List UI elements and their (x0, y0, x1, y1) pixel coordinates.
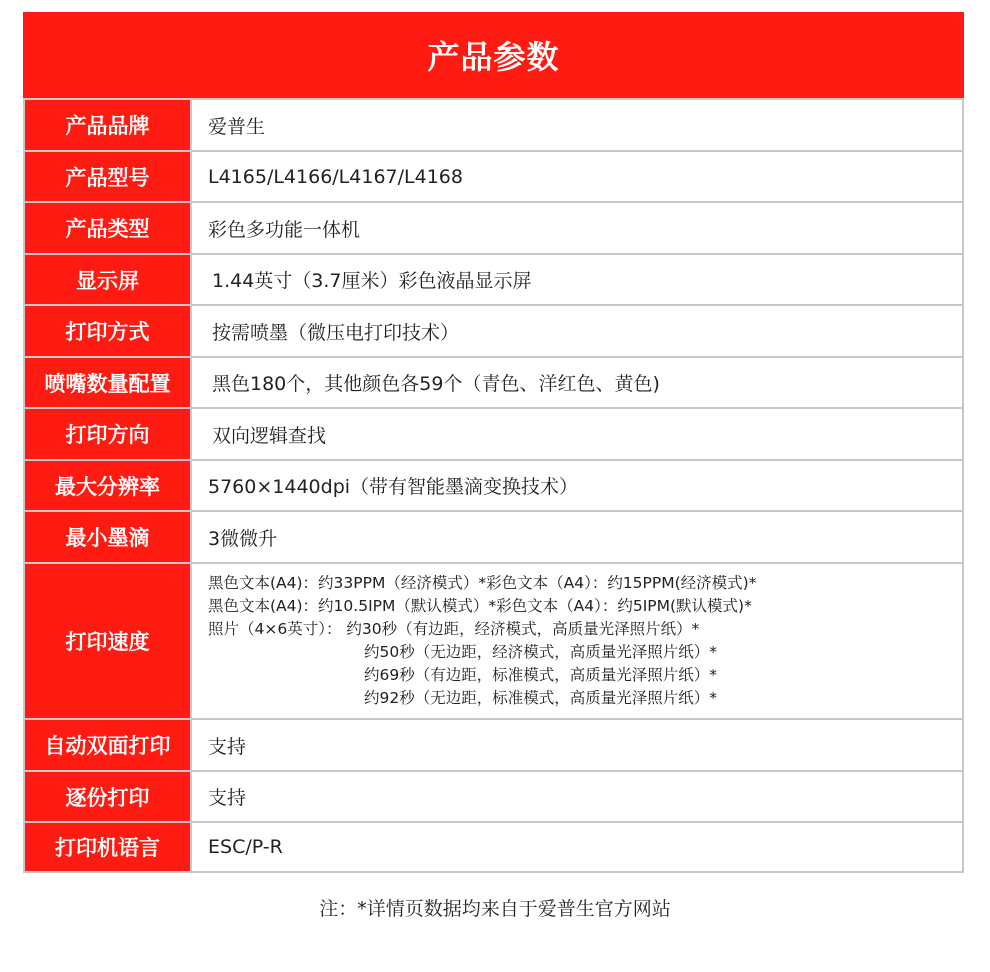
table-row (23, 150, 964, 201)
footnote: 注：*详情页数据均来自于爱普生官方网站 (319, 898, 671, 920)
speed-line: 约92秒（无边距，标准模式，高质量光泽照片纸）* (364, 689, 717, 707)
row-label: 最大分辨率 (25, 461, 190, 510)
row-label: 自动双面打印 (25, 720, 190, 770)
row-label: 产品品牌 (25, 100, 190, 150)
table-row (23, 821, 964, 871)
table-title: 产品参数 (23, 12, 964, 98)
row-label: 最小墨滴 (25, 512, 190, 562)
row-value: ESC/P-R (192, 823, 962, 871)
row-value: 爱普生 (192, 100, 962, 150)
row-value: L4165/L4166/L4167/L4168 (192, 152, 962, 201)
print-speed-list (208, 572, 756, 710)
speed-line: 约69秒（有边距，标准模式，高质量光泽照片纸）* (364, 666, 717, 684)
row-value: 按需喷墨（微压电打印技术） (192, 306, 962, 356)
row-value: 5760×1440dpi（带有智能墨滴变换技术） (192, 461, 962, 510)
row-value: 双向逻辑查找 (192, 409, 962, 459)
table-row (23, 718, 964, 770)
row-value: 支持 (192, 772, 962, 821)
row-label: 打印方向 (25, 409, 190, 459)
speed-line: 黑色文本(A4)：约33PPM（经济模式）*彩色文本（A4）：约15PPM(经济模式)* (208, 574, 757, 592)
row-label: 打印速度 (25, 564, 190, 718)
table-row (23, 356, 964, 407)
row-value: 彩色多功能一体机 (192, 203, 962, 253)
table-row (23, 459, 964, 510)
speed-line: 照片（4×6英寸）： 约30秒（有边距，经济模式，高质量光泽照片纸）* (208, 620, 700, 638)
row-label: 喷嘴数量配置 (25, 358, 190, 407)
row-value: 支持 (192, 720, 962, 770)
speed-line: 黑色文本(A4)：约10.5IPM（默认模式）*彩色文本（A4）：约5IPM(默认模式)* (208, 597, 752, 615)
row-value: 3微微升 (192, 512, 962, 562)
row-value: 1.44英寸（3.7厘米）彩色液晶显示屏 (192, 255, 962, 304)
table-row (23, 770, 964, 821)
table-row (23, 253, 964, 304)
row-label: 产品型号 (25, 152, 190, 201)
row-label: 打印机语言 (25, 823, 190, 871)
table-row (23, 407, 964, 459)
row-label: 显示屏 (25, 255, 190, 304)
row-label: 产品类型 (25, 203, 190, 253)
row-label: 打印方式 (25, 306, 190, 356)
table-row (23, 201, 964, 253)
table-row (23, 510, 964, 562)
row-label: 逐份打印 (25, 772, 190, 821)
table-row (23, 98, 964, 150)
table-row-print-speed (23, 562, 964, 718)
table-row (23, 304, 964, 356)
row-value (192, 564, 962, 718)
speed-line: 约50秒（无边距，经济模式，高质量光泽照片纸）* (364, 643, 717, 661)
spec-table (23, 12, 964, 873)
row-value: 黑色180个，其他颜色各59个（青色、洋红色、黄色) (192, 358, 962, 407)
